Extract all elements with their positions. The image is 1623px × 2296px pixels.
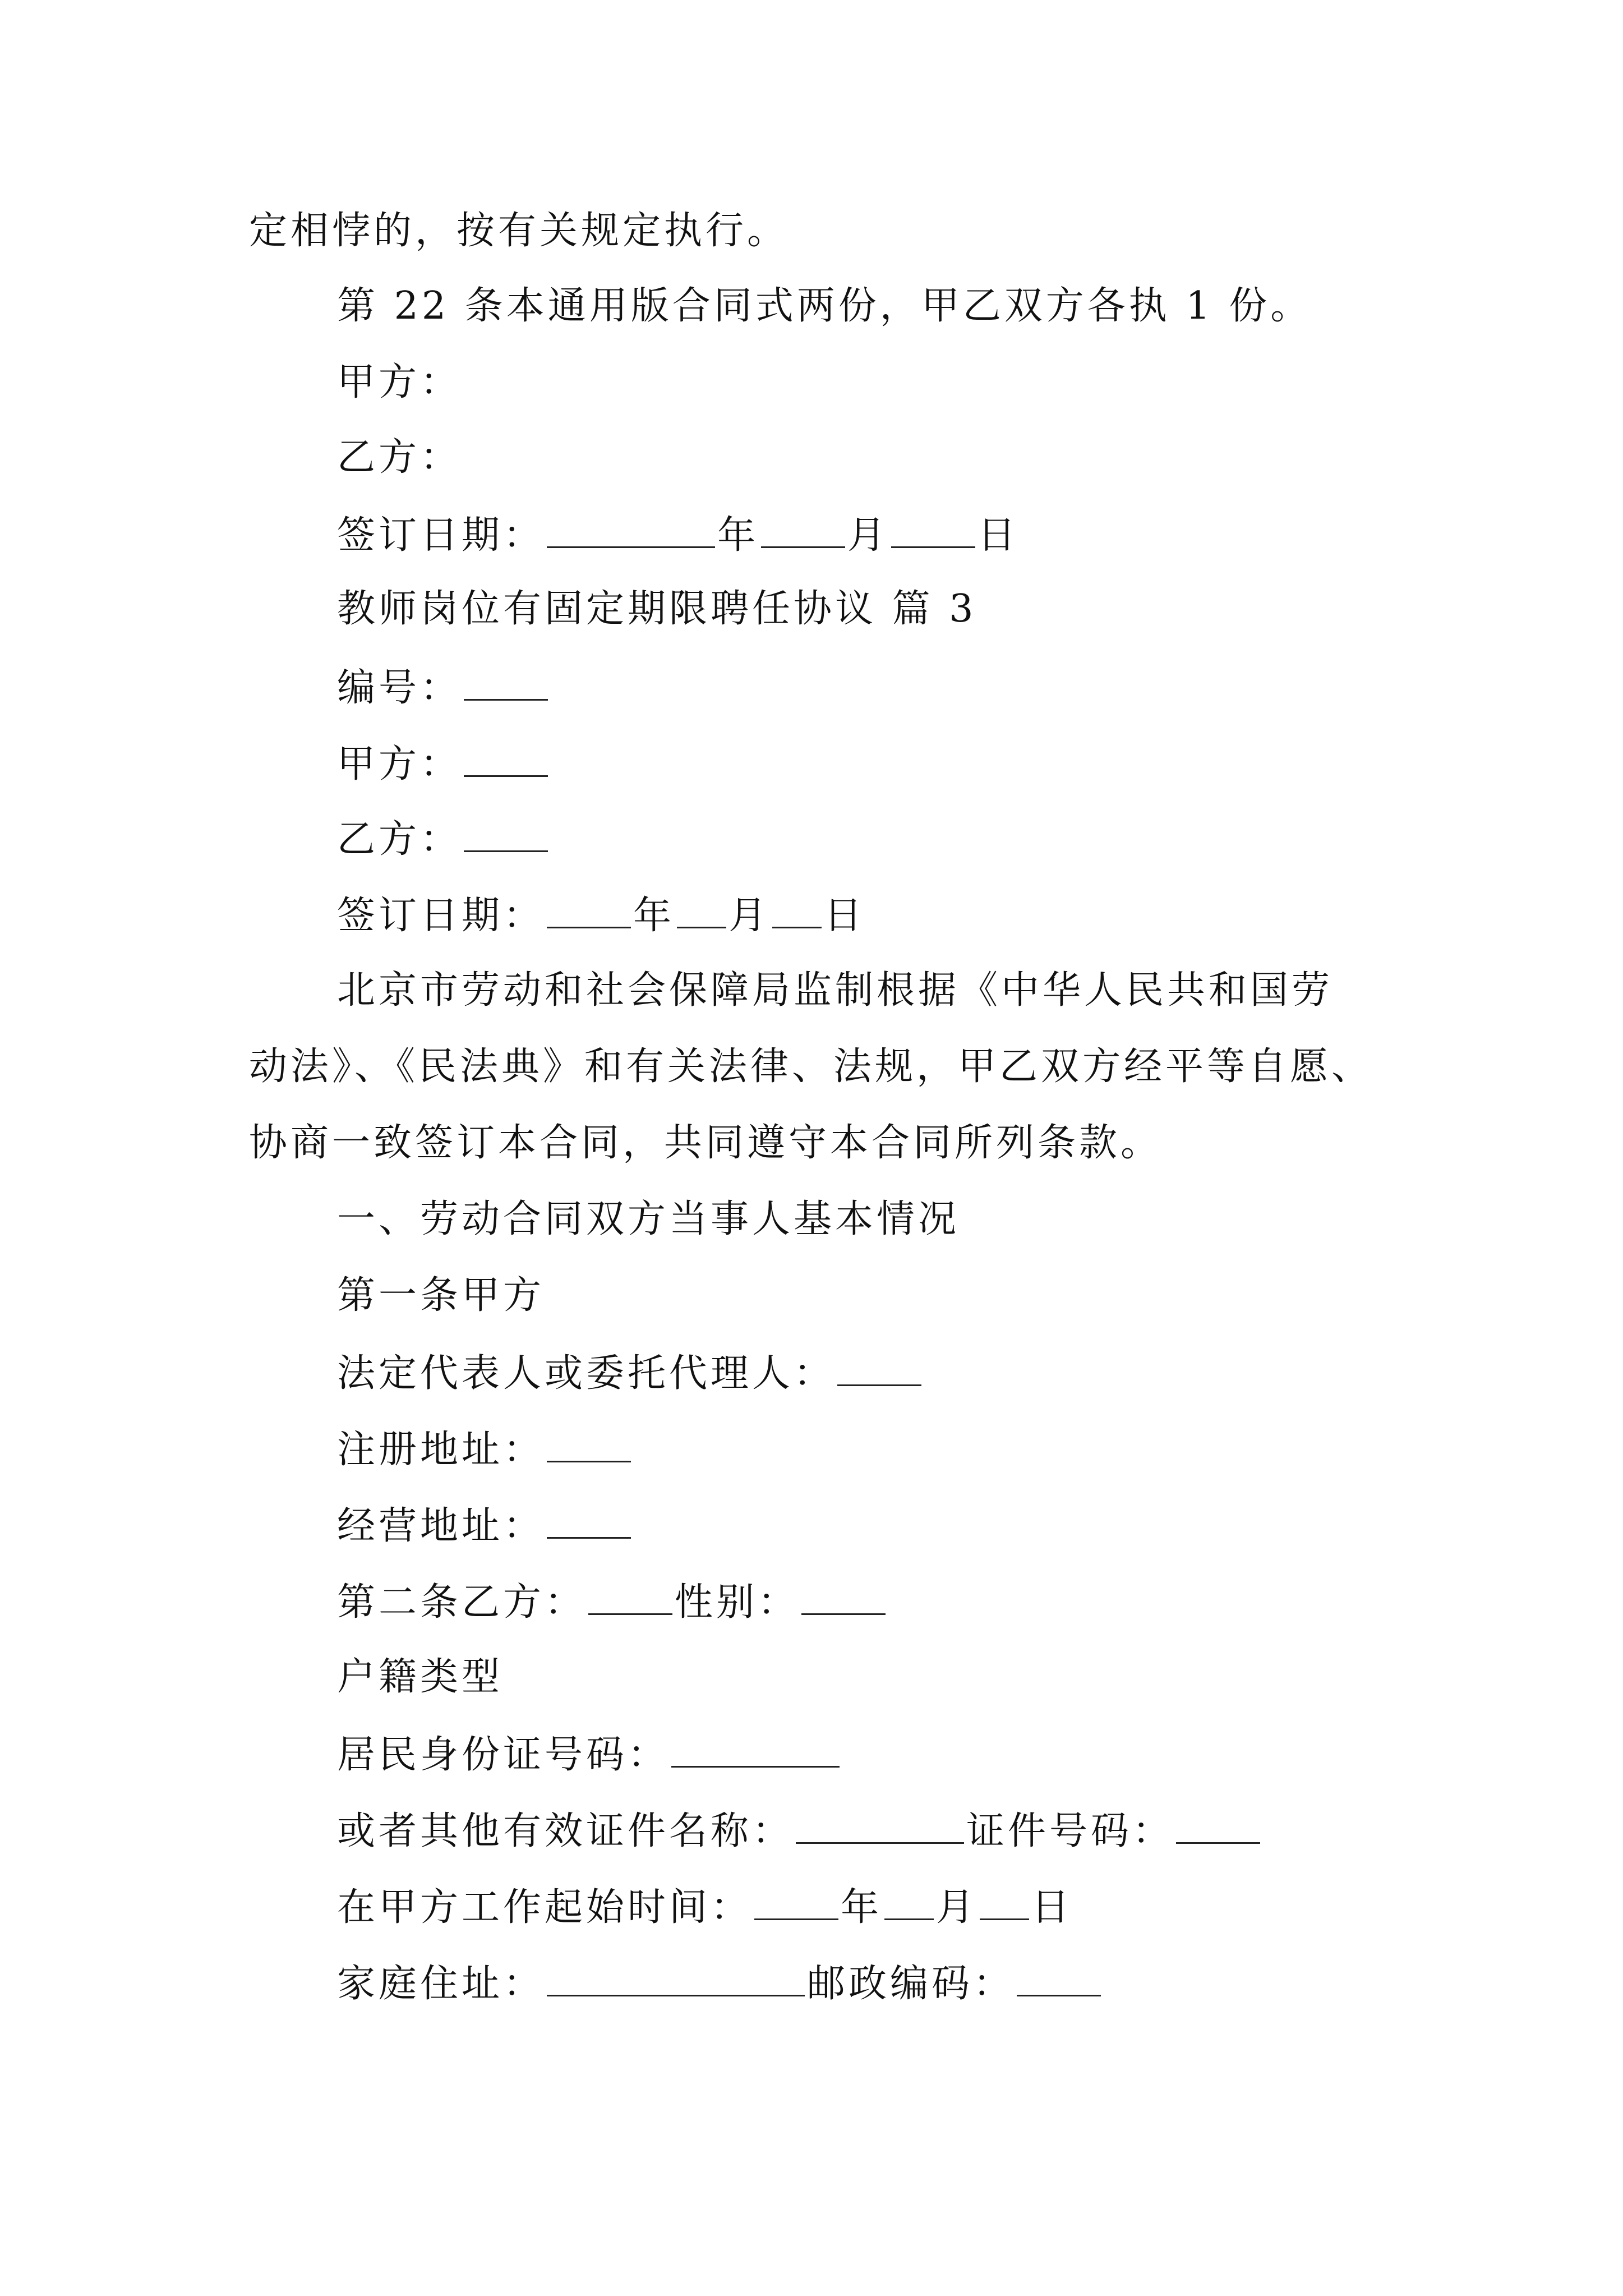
field-label: 第二条乙方： <box>337 1580 587 1625</box>
text-line <box>337 666 550 710</box>
text-line <box>337 894 866 938</box>
text-line <box>337 1580 888 1625</box>
text-line <box>337 1885 1073 1930</box>
blank-field <box>1176 1811 1260 1844</box>
text-line <box>337 1811 1262 1851</box>
blank-field <box>1017 1963 1101 1996</box>
text-line <box>337 1504 633 1548</box>
day-label: 日 <box>978 513 1020 558</box>
month-label: 月 <box>936 1885 978 1930</box>
text-line <box>337 284 1312 328</box>
blank-field <box>677 895 726 928</box>
blank-field <box>464 668 548 701</box>
blank-field <box>980 1887 1029 1920</box>
party-a-label: 甲方： <box>337 742 462 786</box>
text-line <box>337 1655 504 1699</box>
line-text: 协商一致签订本合同，共同遵守本合同所列条款。 <box>249 1121 1163 1165</box>
text-line <box>337 1197 960 1241</box>
text-line <box>337 968 1334 1013</box>
party-b-label: 乙方： <box>337 817 462 862</box>
day-label: 日 <box>824 894 866 938</box>
blank-field <box>547 515 715 548</box>
blank-field <box>796 1811 964 1844</box>
year-label: 年 <box>633 894 675 938</box>
line-text: 第一条甲方 <box>337 1273 545 1318</box>
blank-field <box>547 1963 805 1996</box>
blank-field <box>772 895 822 928</box>
field-label: 家庭住址： <box>337 1962 545 2006</box>
field-label: 经营地址： <box>337 1504 545 1548</box>
blank-field <box>588 1582 672 1615</box>
blank-field <box>547 1429 631 1462</box>
year-label: 年 <box>841 1885 883 1930</box>
text-line <box>249 1045 1373 1089</box>
text-line <box>337 587 977 631</box>
blank-field <box>547 1506 631 1539</box>
line-text: 第 22 条本通用版合同式两份，甲乙双方各执 1 份。 <box>337 284 1312 328</box>
field-label: 居民身份证号码： <box>337 1733 670 1777</box>
sign-date-label: 签订日期： <box>337 894 545 938</box>
line-text: 户籍类型 <box>337 1655 504 1699</box>
sign-date-label: 签订日期： <box>337 513 545 558</box>
text-line <box>337 1733 842 1777</box>
text-line <box>337 513 1020 558</box>
field-label: 证件号码： <box>966 1809 1174 1853</box>
text-line <box>337 360 462 404</box>
field-label: 法定代表人或委托代理人： <box>337 1351 836 1396</box>
text-line <box>337 1962 1103 2006</box>
text-line <box>337 1428 633 1472</box>
text-line <box>249 209 789 253</box>
blank-field <box>464 744 548 777</box>
blank-field <box>761 515 845 548</box>
day-label: 日 <box>1031 1885 1073 1930</box>
line-text: 动法》、《民法典》和有关法律、法规，甲乙双方经平等自愿、 <box>249 1045 1373 1089</box>
month-label: 月 <box>728 894 771 938</box>
field-label: 邮政编码： <box>807 1962 1015 2006</box>
blank-field <box>837 1353 921 1386</box>
text-line <box>337 1273 545 1318</box>
blank-field <box>891 515 975 548</box>
blank-field <box>464 819 548 852</box>
party-b-label: 乙方： <box>337 435 462 480</box>
blank-field <box>754 1887 838 1920</box>
month-label: 月 <box>847 513 889 558</box>
field-label: 性别： <box>675 1580 800 1625</box>
party-a-label: 甲方： <box>337 360 462 404</box>
field-label: 或者其他有效证件名称： <box>337 1809 794 1853</box>
blank-field <box>547 895 631 928</box>
section-heading: 教师岗位有固定期限聘任协议 篇 3 <box>337 587 977 631</box>
field-label: 在甲方工作起始时间： <box>337 1885 753 1930</box>
text-line <box>337 1351 924 1396</box>
blank-field <box>671 1734 840 1768</box>
line-text: 定相悖的，按有关规定执行。 <box>249 209 789 253</box>
section-heading: 一、劳动合同双方当事人基本情况 <box>337 1197 960 1241</box>
text-line <box>249 1121 1163 1165</box>
text-line <box>337 744 550 784</box>
text-line <box>337 435 462 480</box>
blank-field <box>801 1582 886 1615</box>
year-label: 年 <box>717 513 759 558</box>
blank-field <box>884 1887 934 1920</box>
line-text: 北京市劳动和社会保障局监制根据《中华人民共和国劳 <box>337 968 1334 1013</box>
number-label: 编号： <box>337 666 462 710</box>
text-line <box>337 817 550 862</box>
field-label: 注册地址： <box>337 1428 545 1472</box>
